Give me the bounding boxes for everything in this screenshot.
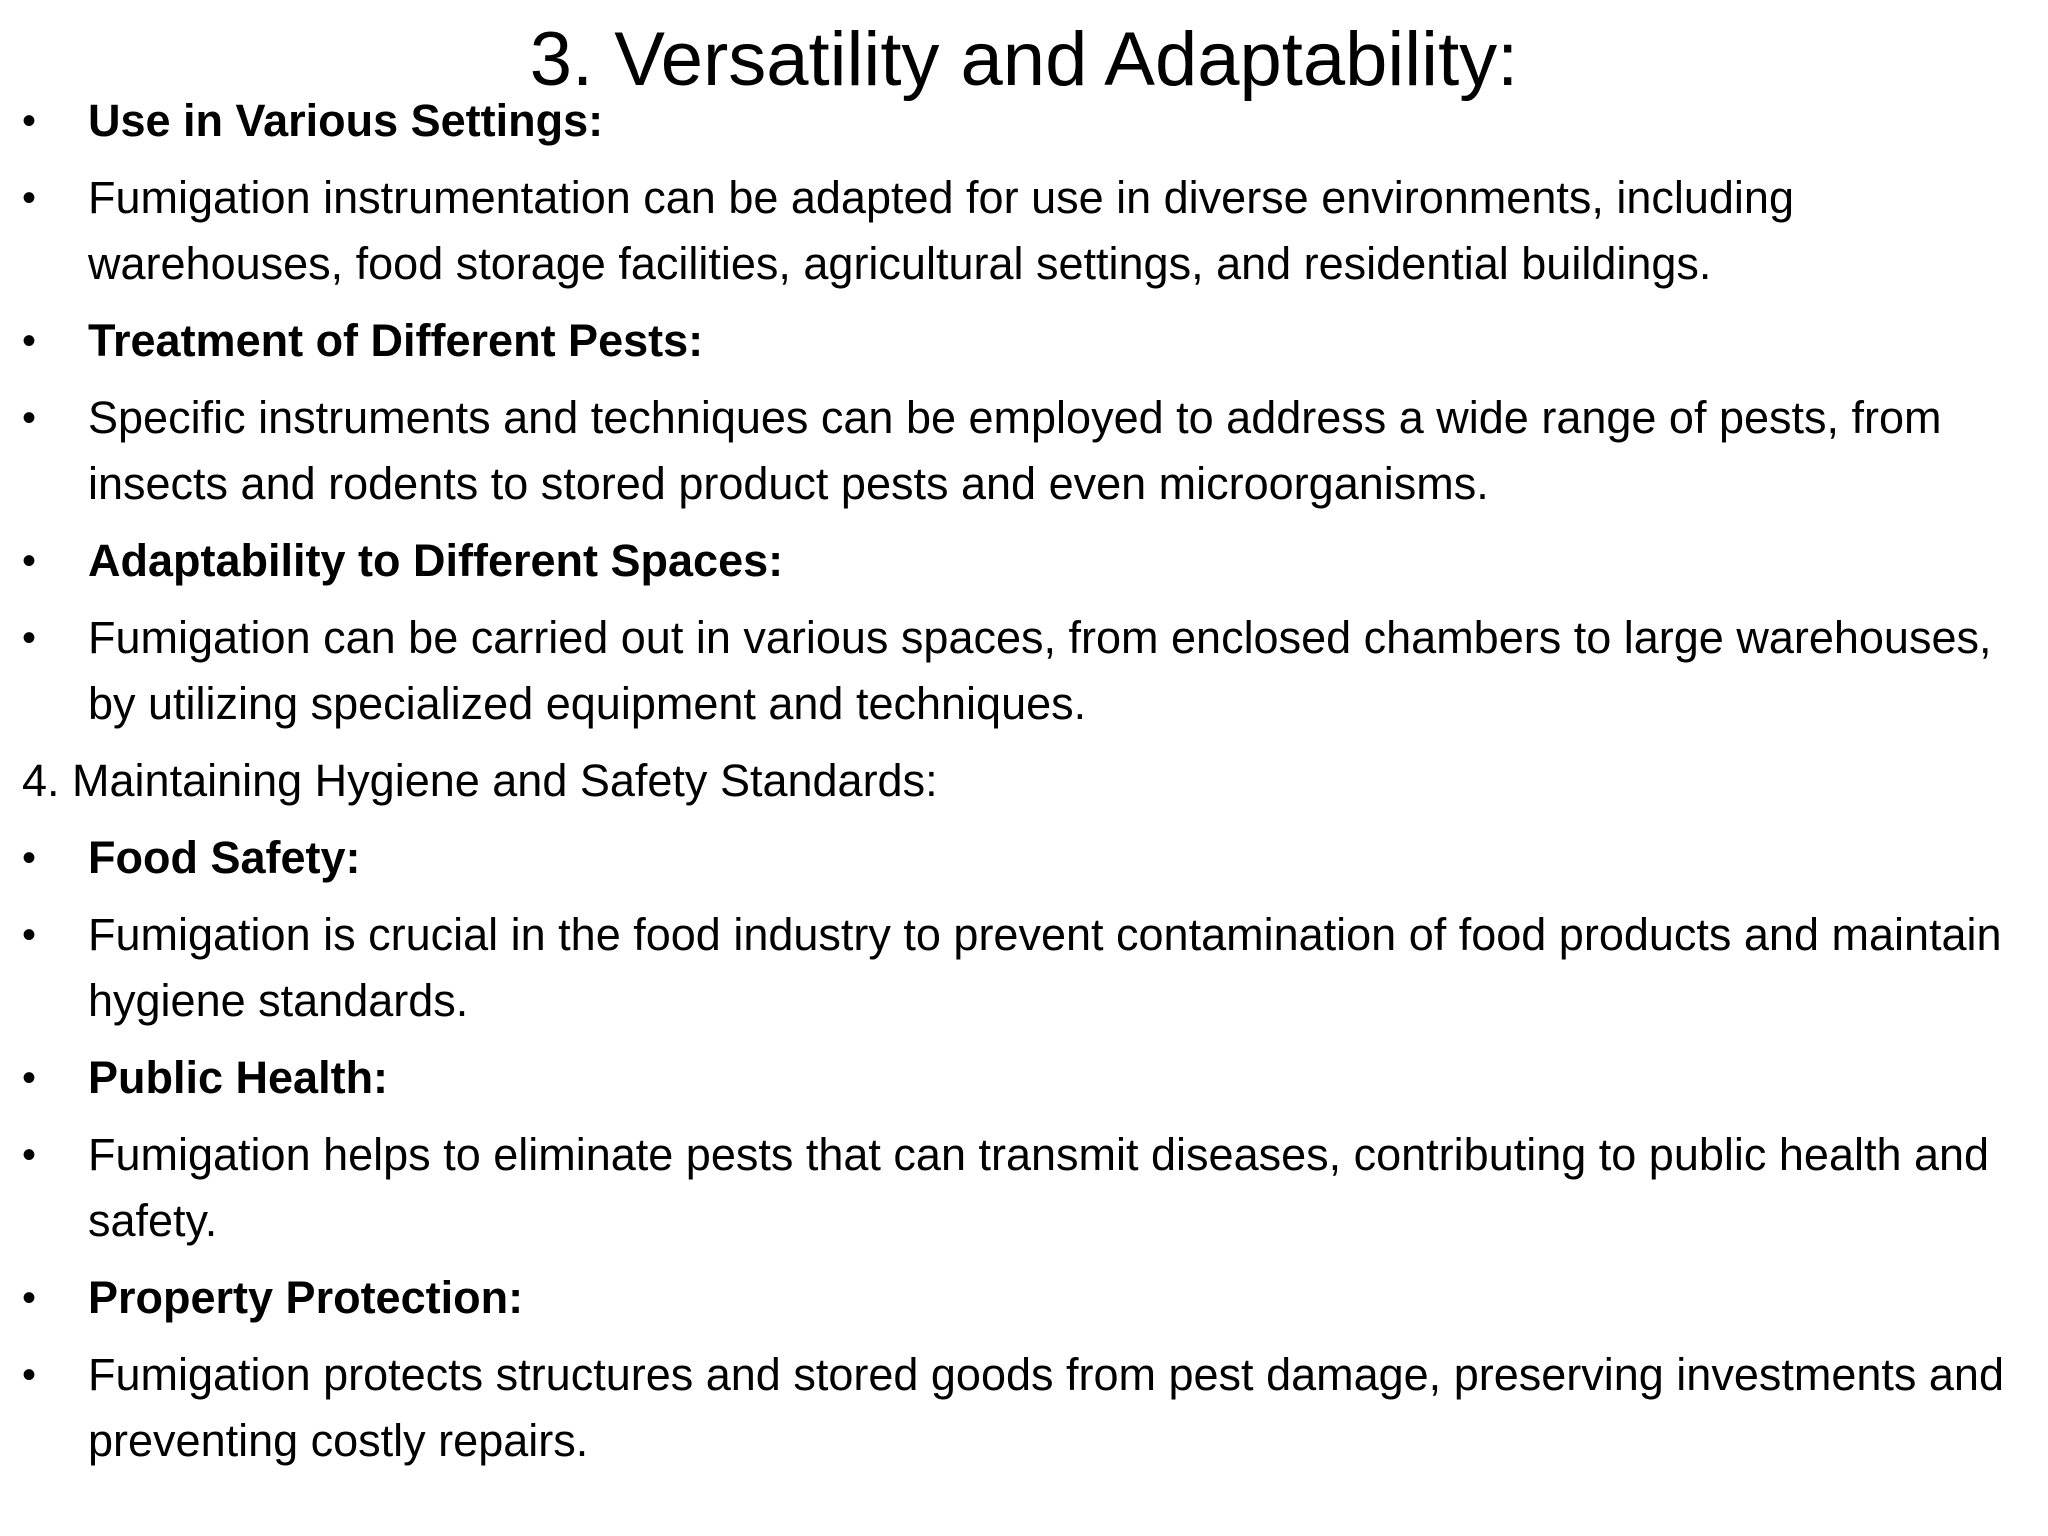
bullet-treatment-of-different-pests-detail bbox=[22, 385, 2032, 517]
bullet-icon: • bbox=[22, 176, 37, 220]
bullet-icon: • bbox=[22, 396, 37, 440]
bullet-text: Food Safety: bbox=[88, 832, 361, 883]
bullet-text: Fumigation instrumentation can be adapted for use in diverse environments, including warehouses, food storage facilities, agricultural settings, and residential buildings. bbox=[88, 172, 1794, 289]
bullet-icon: • bbox=[22, 539, 37, 583]
bullet-heading-property-protection bbox=[22, 1265, 2032, 1331]
bullet-icon: • bbox=[22, 1056, 37, 1100]
bullet-heading-food-safety bbox=[22, 825, 2032, 891]
section-heading-hygiene-and-safety bbox=[22, 748, 2032, 814]
bullet-icon: • bbox=[22, 99, 37, 143]
bullet-text: Fumigation helps to eliminate pests that can transmit diseases, contributing to public health and safety. bbox=[88, 1129, 1990, 1246]
bullet-text: Fumigation protects structures and stored goods from pest damage, preserving investments and preventing costly repairs. bbox=[88, 1349, 2004, 1466]
bullet-heading-use-in-various-settings bbox=[22, 88, 2032, 154]
section-heading-text: 4. Maintaining Hygiene and Safety Standards: bbox=[22, 755, 938, 806]
bullet-adaptability-to-different-spaces-detail bbox=[22, 605, 2032, 737]
bullet-icon: • bbox=[22, 1353, 37, 1397]
bullet-property-protection-detail bbox=[22, 1342, 2032, 1474]
bullet-text: Adaptability to Different Spaces: bbox=[88, 535, 784, 586]
bullet-heading-adaptability-to-different-spaces bbox=[22, 528, 2032, 594]
bullet-food-safety-detail bbox=[22, 902, 2032, 1034]
slide-title: 3. Versatility and Adaptability: bbox=[529, 17, 1519, 102]
bullet-text: Fumigation can be carried out in various spaces, from enclosed chambers to large warehouses, by utilizing specialized equipment and techniques. bbox=[88, 612, 1992, 729]
bullet-text: Specific instruments and techniques can be employed to address a wide range of pests, from insects and rodents to stored product pests and even microorganisms. bbox=[88, 392, 1942, 509]
bullet-icon: • bbox=[22, 836, 37, 880]
bullet-heading-treatment-of-different-pests bbox=[22, 308, 2032, 374]
bullet-text: Use in Various Settings: bbox=[88, 95, 604, 146]
bullet-icon: • bbox=[22, 1133, 37, 1177]
bullet-icon: • bbox=[22, 319, 37, 363]
bullet-public-health-detail bbox=[22, 1122, 2032, 1254]
bullet-text: Public Health: bbox=[88, 1052, 389, 1103]
slide-body bbox=[22, 88, 2032, 1485]
bullet-text: Property Protection: bbox=[88, 1272, 524, 1323]
bullet-icon: • bbox=[22, 1276, 37, 1320]
bullet-heading-public-health bbox=[22, 1045, 2032, 1111]
bullet-icon: • bbox=[22, 616, 37, 660]
bullet-use-in-various-settings-detail bbox=[22, 165, 2032, 297]
bullet-text: Treatment of Different Pests: bbox=[88, 315, 704, 366]
bullet-icon: • bbox=[22, 913, 37, 957]
bullet-text: Fumigation is crucial in the food industry to prevent contamination of food products and maintain hygiene standards. bbox=[88, 909, 2002, 1026]
